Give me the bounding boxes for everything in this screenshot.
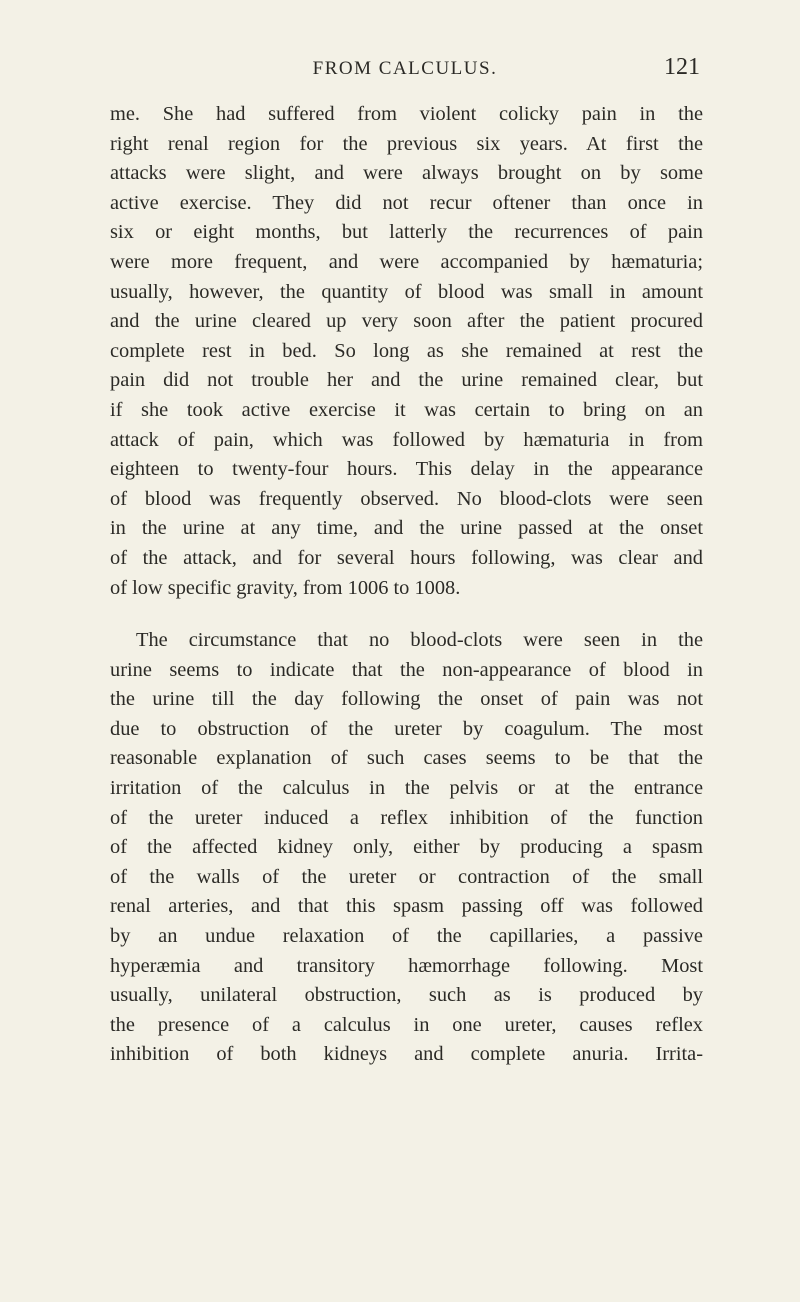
text-line: urine seems to indicate that the non-appearance of blood in [110, 658, 703, 681]
text-line: by an undue relaxation of the capillaries, a passive [110, 925, 703, 948]
text-line: were more frequent, and were accompanied by hæmaturia; [110, 250, 703, 273]
text-line: of blood was frequently observed. No blood-clots were seen [110, 487, 703, 510]
text-line: hyperæmia and transitory hæmorrhage following. Most [110, 954, 703, 977]
text-line: reasonable explanation of such cases seems to be that the [110, 747, 703, 770]
text-line: pain did not trouble her and the urine remained clear, but [110, 369, 703, 392]
text-line: in the urine at any time, and the urine passed at the onset [110, 517, 703, 540]
paragraph [110, 100, 703, 603]
text-line: active exercise. They did not recur oftener than once in [110, 191, 703, 214]
paragraph [110, 626, 703, 1070]
text-line: complete rest in bed. So long as she remained at rest the [110, 339, 703, 362]
text-line: eighteen to twenty-four hours. This delay in the appearance [110, 458, 703, 481]
running-title: FROM CALCULUS. [312, 58, 498, 79]
text-line: me. She had suffered from violent colicky pain in the [110, 103, 703, 125]
text-line: irritation of the calculus in the pelvis or at the entrance [110, 777, 703, 800]
text-line: and the urine cleared up very soon after the patient procured [110, 310, 703, 333]
text-line: attacks were slight, and were always brought on by some [110, 162, 703, 185]
text-line: of the walls of the ureter or contraction of the small [110, 865, 703, 888]
text-line: usually, unilateral obstruction, such as is produced by [110, 984, 703, 1007]
text-line: right renal region for the previous six years. At first the [110, 132, 703, 155]
text-line: of the ureter induced a reflex inhibition of the function [110, 806, 703, 829]
body-text [110, 100, 703, 1070]
text-line: inhibition of both kidneys and complete anuria. Irrita- [110, 1043, 703, 1066]
text-line: attack of pain, which was followed by hæmaturia in from [110, 428, 703, 451]
text-line: of the attack, and for several hours following, was clear and [110, 546, 703, 569]
text-line: if she took active exercise it was certain to bring on an [110, 398, 703, 421]
text-line: the urine till the day following the onset of pain was not [110, 688, 703, 711]
text-line: six or eight months, but latterly the recurrences of pain [110, 221, 703, 244]
text-line: the presence of a calculus in one ureter, causes reflex [110, 1013, 703, 1036]
text-line: The circumstance that no blood-clots were seen in the [136, 629, 703, 652]
text-line: renal arteries, and that this spasm passing off was followed [110, 895, 703, 918]
text-line: of the affected kidney only, either by producing a spasm [110, 836, 703, 859]
running-head [110, 54, 700, 88]
paragraph-gap [110, 603, 703, 626]
text-line: of low specific gravity, from 1006 to 1008. [110, 576, 461, 599]
text-line: due to obstruction of the ureter by coagulum. The most [110, 717, 703, 740]
text-line: usually, however, the quantity of blood was small in amount [110, 280, 703, 303]
page-number: 121 [664, 54, 700, 80]
